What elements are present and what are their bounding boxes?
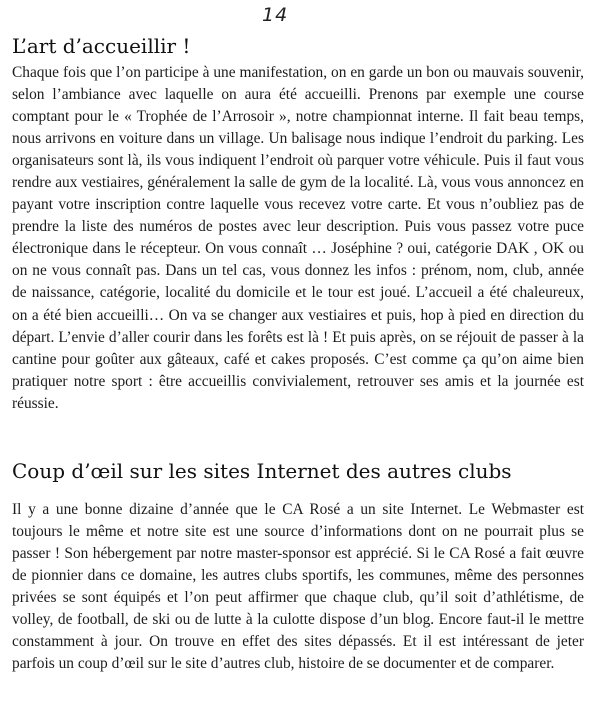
section-body-sites-internet: Il y a une bonne dizaine d’année que le CA Rosé a un site Internet. Le Webmaster est toujours le même et notre site est une source d’informations dont on ne pourrait plus se passer ! Son hébergement par notre master-sponsor est apprécié. Si le CA Rosé a fait œuvre de pionnier dans ce domaine, les autres clubs sportifs, les communes, même des personnes privées se sont équipés et l’on peut affirmer que chaque club, qu’il soit d’athlétisme, de volley, de football, de ski ou de lutte à la culotte dispose d’un blog. Encore faut-il le mettre constamment à jour. On trouve en effet des sites dépassés. Et il est intéressant de jeter parfois un coup d’œil sur le site d’autres club, histoire de se documenter et de comparer. <box>12 501 584 673</box>
section-title-art-accueillir: L’art d’accueillir ! <box>12 34 191 58</box>
section-body-art-accueillir: Chaque fois que l’on participe à une manifestation, on en garde un bon ou mauvais souvenir, selon l’ambiance avec laquelle on aura été accueilli. Prenons par exemple une course comptant pour le « Trophée de l’Arrosoir », notre championnat interne. Il fait beau temps, nous arrivons en voiture dans un village. Un balisage nous indique l’endroit du parking. Les organisateurs sont là, ils vous indiquent l’endroit où parquer votre véhicule. Puis il faut vous rendre aux vestiaires, généralement la salle de gym de la localité. Là, vous vous annoncez en payant votre inscription contre laquelle vous recevez votre carte. Et vous n’oubliez pas de prendre la liste des numéros de postes avec leur description. Puis vous passez votre puce électronique dans le récepteur. On vous connaît … Joséphine ? oui, catégorie DAK , OK ou on ne vous connaît pas. Dans un tel cas, vous donnez les infos : prénom, nom, club, année de naissance, catégorie, localité du domicile et le tour est joué. L’accueil a été chaleureux, on a été bien accueilli… On va se changer aux vestiaires et puis, hop à pied en direction du départ. L’envie d’aller courir dans les forêts est là ! Et puis après, on se réjouit de passer à la cantine pour goûter aux gâteaux, café et cakes proposés. C’est comme ça qu’on aime bien pratiquer notre sport : être accueillis convivialement, retrouver ses amis et la journée est réussie. <box>12 64 584 412</box>
page-number: 14 <box>262 4 289 26</box>
section-title-sites-internet: Coup d’œil sur les sites Internet des autres clubs <box>12 459 512 483</box>
